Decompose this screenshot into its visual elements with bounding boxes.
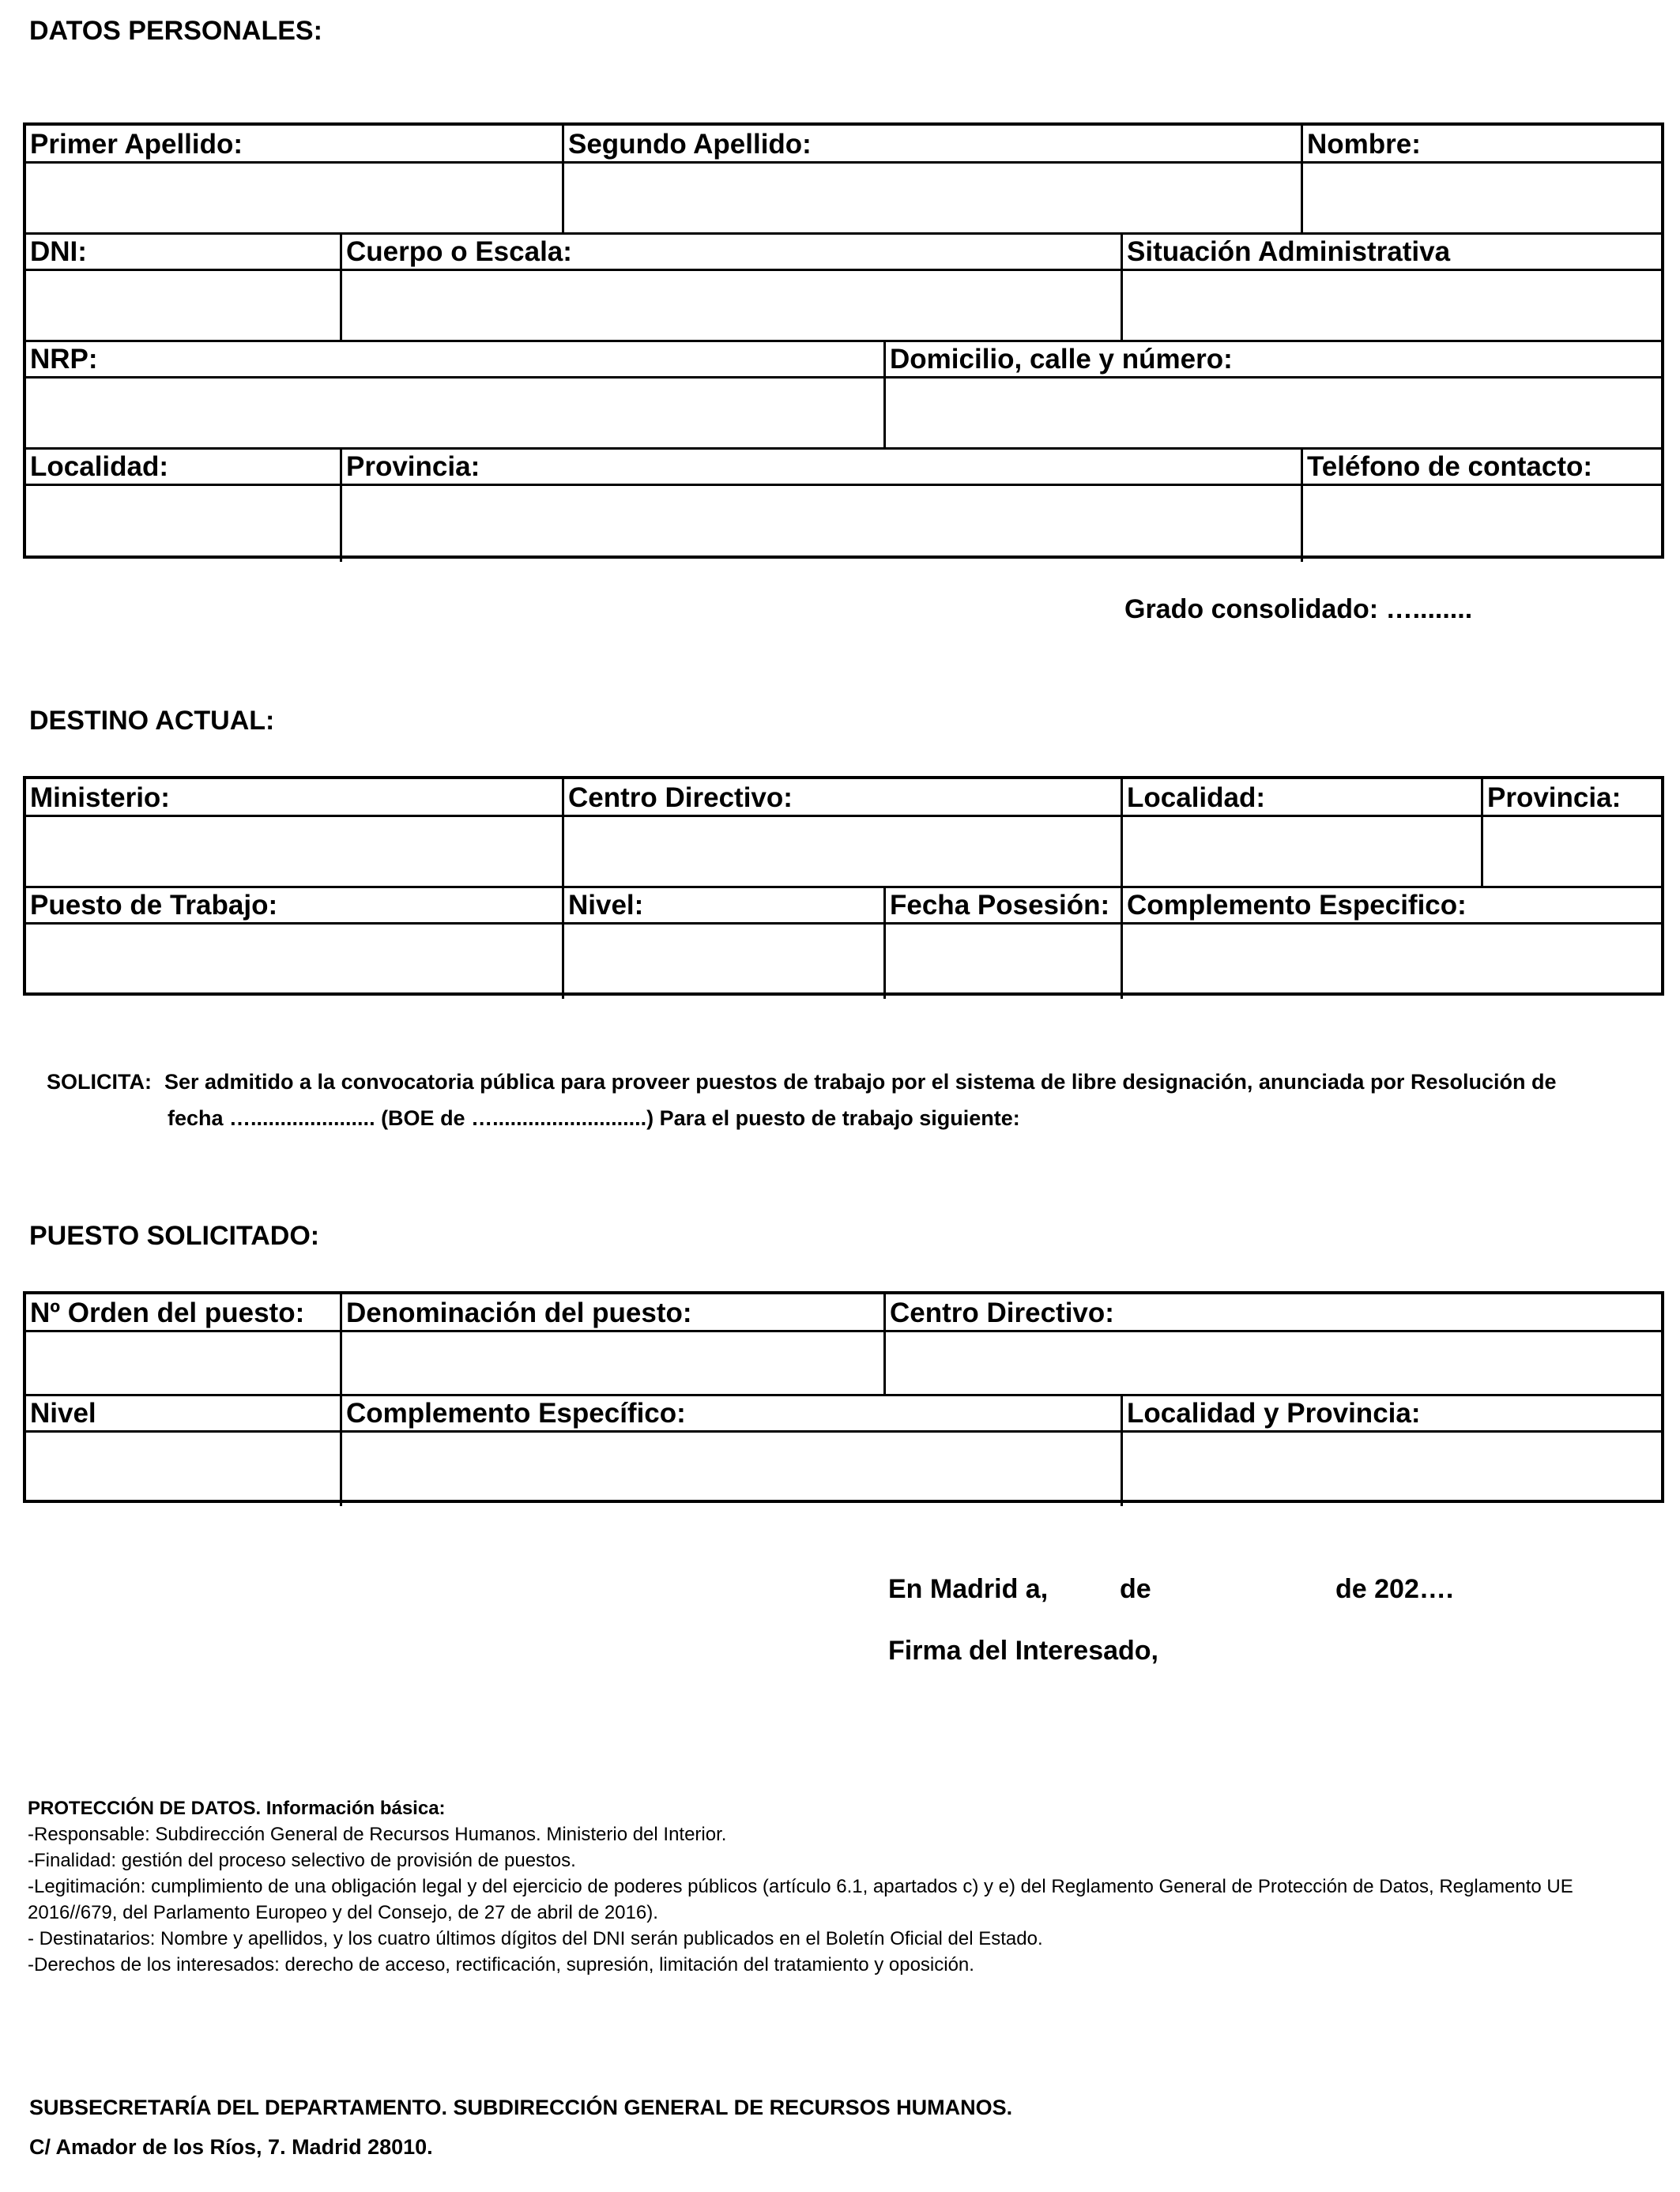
field-localidad-provincia[interactable] [1123,1433,1661,1500]
divider [26,886,1661,888]
proteccion-legitimacion-1: -Legitimación: cumplimiento de una obligación legal y del ejercicio de poderes públicos (artículo 6.1, apartados c) y e) del Reglamento General de Protección de Datos, Reglamento UE [28,1876,1573,1897]
lugar-fecha-madrid: En Madrid a, [888,1574,1049,1604]
firma-interesado: Firma del Interesado, [888,1636,1158,1666]
label-centro-directivo: Centro Directivo: [568,782,793,813]
field-complemento-especifico[interactable] [1123,925,1661,992]
field-cuerpo-escala[interactable] [342,271,1121,340]
label-denominacion-puesto: Denominación del puesto: [346,1297,692,1328]
puesto-solicitado-table [23,1291,1664,1503]
field-fecha-posesion[interactable] [886,925,1121,992]
field-provincia[interactable] [342,486,1301,556]
label-fecha-posesion: Fecha Posesión: [890,890,1110,921]
label-complemento-especifico: Complemento Especifico: [1127,890,1467,921]
label-domicilio: Domicilio, calle y número: [890,344,1233,375]
label-provincia: Provincia: [1487,782,1622,813]
label-localidad-provincia: Localidad y Provincia: [1127,1398,1421,1429]
label-complemento-especifico: Complemento Específico: [346,1398,686,1429]
field-segundo-apellido[interactable] [564,164,1301,232]
field-nrp[interactable] [26,379,883,447]
field-nivel[interactable] [564,925,883,992]
proteccion-finalidad: -Finalidad: gestión del proceso selectivo de provisión de puestos. [28,1850,576,1871]
label-primer-apellido: Primer Apellido: [30,129,243,160]
proteccion-legitimacion-2: 2016//679, del Parlamento Europeo y del Consejo, de 27 de abril de 2016). [28,1902,658,1923]
label-puesto-trabajo: Puesto de Trabajo: [30,890,278,921]
section-title-datos-personales: DATOS PERSONALES: [29,16,322,46]
label-ministerio: Ministerio: [30,782,170,813]
field-nivel[interactable] [26,1433,340,1500]
footer-line-2: C/ Amador de los Ríos, 7. Madrid 28010. [29,2135,433,2159]
destino-actual-table [23,776,1664,996]
section-title-puesto-solicitado: PUESTO SOLICITADO: [29,1221,320,1251]
grado-consolidado: Grado consolidado: …........ [1124,594,1473,624]
label-nivel: Nivel [30,1398,96,1429]
field-domicilio[interactable] [886,379,1661,447]
fecha-de-2: de 202…. [1335,1574,1454,1604]
proteccion-destinatarios: - Destinatarios: Nombre y apellidos, y los cuatro últimos dígitos del DNI serán publicados en el Boletín Oficial del Estado. [28,1928,1043,1949]
field-primer-apellido[interactable] [26,164,562,232]
divider [26,340,1661,342]
proteccion-responsable: -Responsable: Subdirección General de Recursos Humanos. Ministerio del Interior. [28,1824,727,1845]
solicita-line-1: Ser admitido a la convocatoria pública para proveer puestos de trabajo por el sistema de libre designación, anunciada por Resolución de [164,1070,1557,1094]
label-nivel: Nivel: [568,890,644,921]
field-dni[interactable] [26,271,340,340]
label-centro-directivo: Centro Directivo: [890,1297,1114,1328]
field-centro-directivo[interactable] [564,817,1121,886]
field-denominacion-puesto[interactable] [342,1332,883,1394]
solicita-label: SOLICITA: [47,1070,152,1094]
field-situacion-administrativa[interactable] [1123,271,1661,340]
proteccion-title: PROTECCIÓN DE DATOS. Información básica: [28,1798,446,1819]
label-nrp: NRP: [30,344,98,375]
fecha-de-1: de [1120,1574,1151,1604]
datos-personales-table [23,122,1664,559]
proteccion-derechos: -Derechos de los interesados: derecho de acceso, rectificación, supresión, limitación del tratamiento y oposición. [28,1954,974,1975]
label-orden-puesto: Nº Orden del puesto: [30,1297,305,1328]
label-dni: DNI: [30,236,87,267]
field-nombre[interactable] [1303,164,1661,232]
field-complemento-especifico[interactable] [342,1433,1121,1500]
footer-line-1: SUBSECRETARÍA DEL DEPARTAMENTO. SUBDIRECCIÓN GENERAL DE RECURSOS HUMANOS. [29,2096,1013,2119]
field-centro-directivo[interactable] [886,1332,1661,1394]
field-localidad[interactable] [1123,817,1481,886]
label-localidad: Localidad: [30,451,169,482]
label-localidad: Localidad: [1127,782,1266,813]
field-orden-puesto[interactable] [26,1332,340,1394]
section-title-destino-actual: DESTINO ACTUAL: [29,706,275,736]
field-ministerio[interactable] [26,817,562,886]
divider [26,232,1661,235]
label-segundo-apellido: Segundo Apellido: [568,129,812,160]
label-telefono: Teléfono de contacto: [1307,451,1593,482]
solicita-line-2: fecha …..................... (BOE de …..........................) Para el puesto de trabajo siguiente: [168,1106,1020,1130]
field-provincia[interactable] [1483,817,1661,886]
label-situacion-administrativa: Situación Administrativa [1127,236,1451,267]
divider [26,447,1661,450]
label-nombre: Nombre: [1307,129,1421,160]
divider [26,1394,1661,1396]
field-localidad[interactable] [26,486,340,556]
field-puesto-trabajo[interactable] [26,925,562,992]
label-cuerpo-escala: Cuerpo o Escala: [346,236,572,267]
field-telefono[interactable] [1303,486,1661,556]
label-provincia: Provincia: [346,451,480,482]
